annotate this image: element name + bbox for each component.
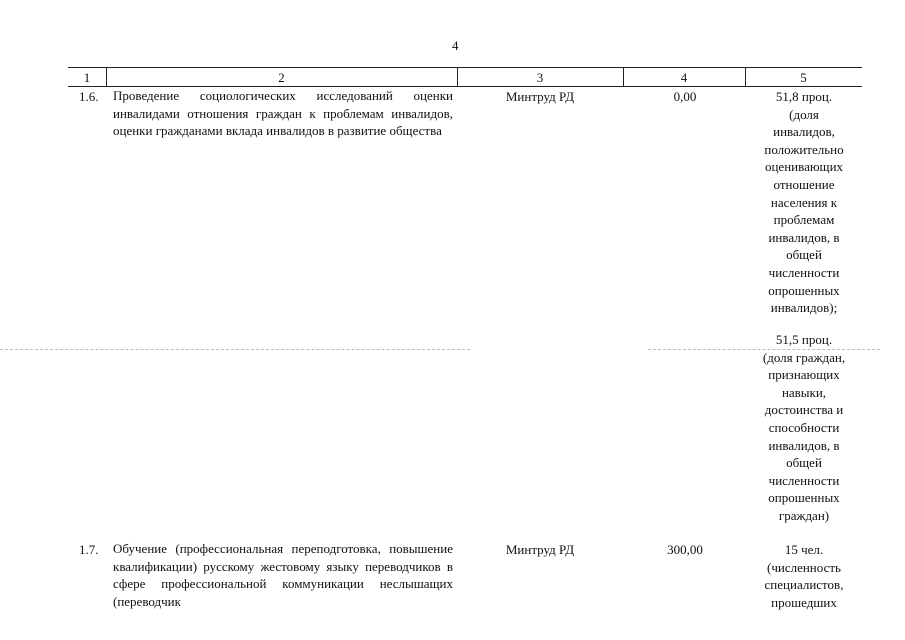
row-indicator: 51,8 проц. (доля инвалидов, положительно оценивающих отношение населения к проблемам инвалидов, в общей численности опрошенных инвалидов); <box>764 89 844 316</box>
row-indicator: 15 чел. (численность специалистов, прошедших <box>764 542 844 610</box>
row-number: 1.6. <box>79 89 99 104</box>
row-description: Проведение социологических исследований оценки инвалидами отношения граждан к проблемам инвалидов, оценки гражданами вклада инвалидов в развитие общества <box>113 88 453 138</box>
header-col-5: 5 <box>800 70 807 85</box>
row-amount: 0,00 <box>673 89 697 104</box>
row-amount: 300,00 <box>667 542 703 557</box>
header-col-3: 3 <box>536 70 544 85</box>
row-executor: Минтруд РД <box>505 542 575 557</box>
header-col-2: 2 <box>278 70 285 85</box>
row-indicator-continued: 51,5 проц. (доля граждан, признающих навыки, достоинства и способности инвалидов, в общей численности опрошенных граждан) <box>762 332 846 523</box>
table-top-border <box>68 67 862 68</box>
header-col-4: 4 <box>680 70 688 85</box>
row-number: 1.7. <box>79 542 99 557</box>
row-executor: Минтруд РД <box>505 89 575 104</box>
scan-artifact-line <box>0 349 470 350</box>
row-description: Обучение (профессиональная переподготовка, повышение квалификации) русскому жестовому языку переводчиков в сфере профессиональной коммуникации неслышащих (переводчик <box>113 541 453 609</box>
page-number: 4 <box>452 38 459 53</box>
header-col-1: 1 <box>83 70 91 85</box>
